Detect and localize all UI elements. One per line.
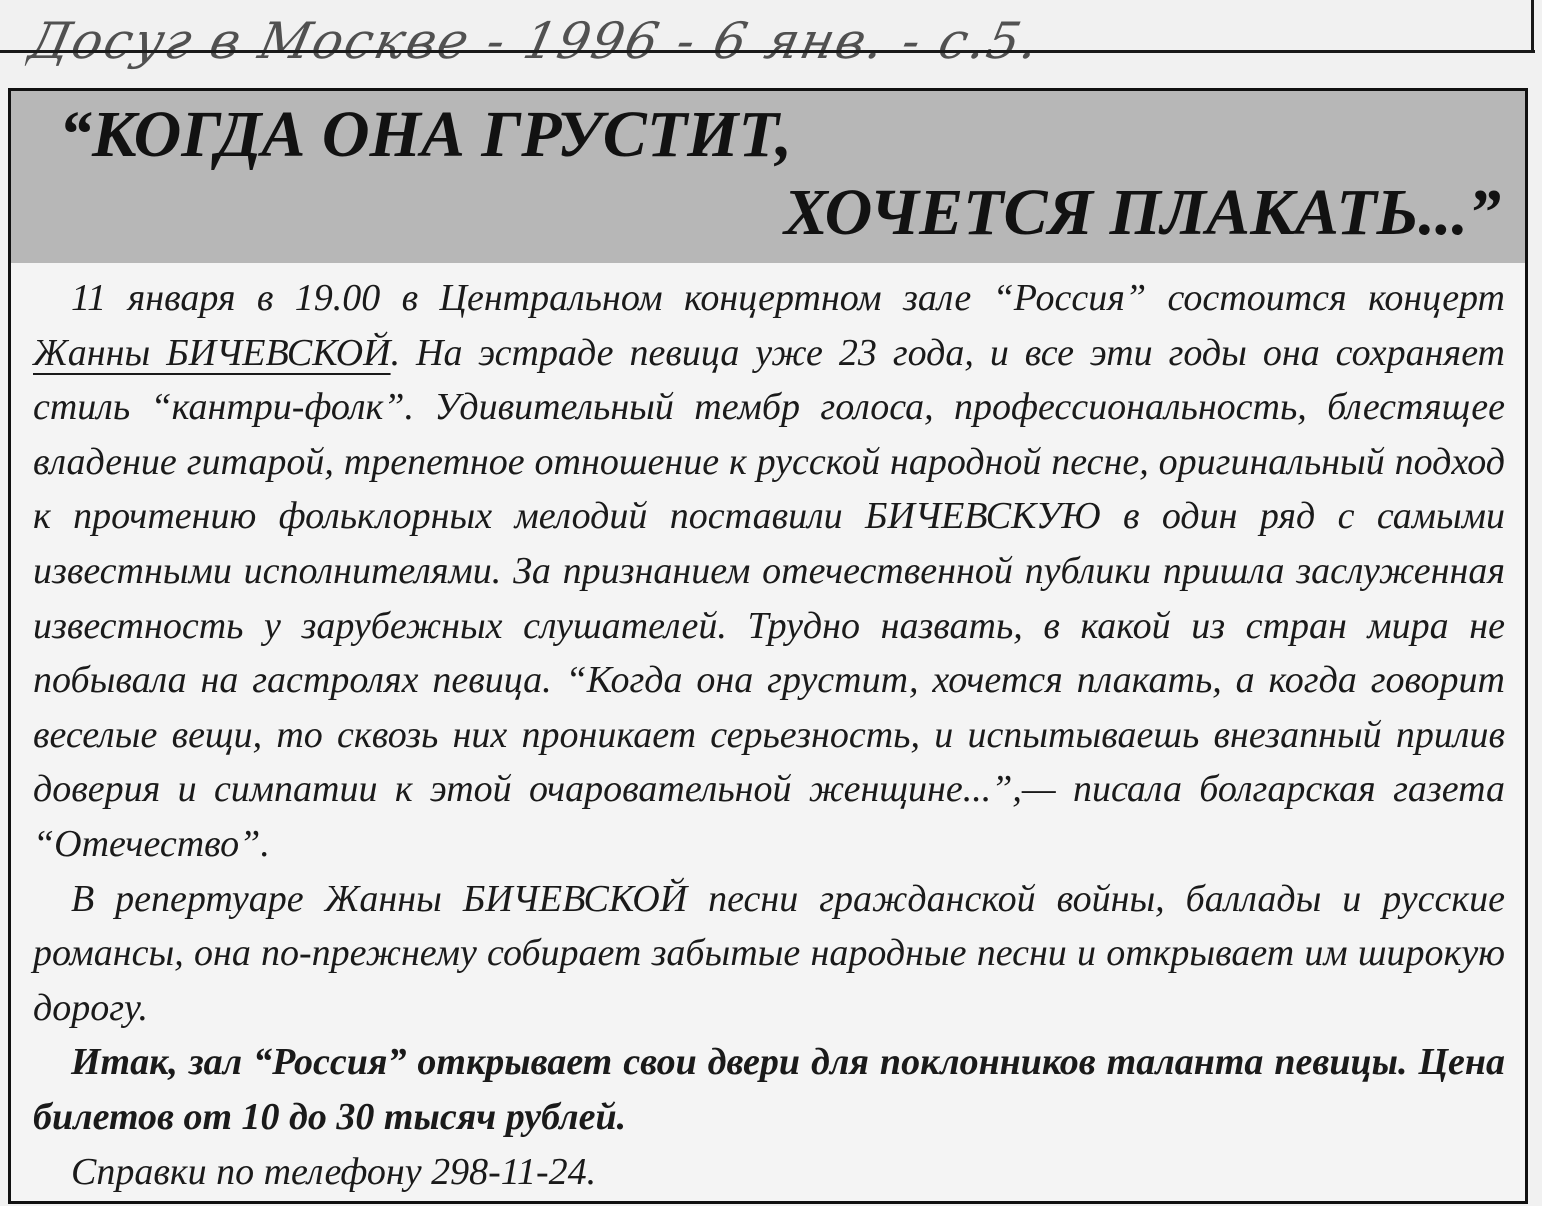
paragraph-1 — [33, 271, 1505, 872]
paragraph-3-bold: Итак, зал “Россия” открывает свои двери для поклонников таланта певицы. Цена билетов от 10 до 30 тысяч рублей. — [33, 1041, 1505, 1138]
paragraph-1-rest: . На эстраде певица уже 23 года, и все эти годы она сохраняет стиль “кантри-фолк”. Удивительный тембр голоса, профессиональность, блестящее владение гитарой, трепетное отношение к русской народной песне, оригинальный подход к прочтению фольклорных мелодий поставили БИЧЕВСКУЮ в один ряд с самыми известными исполнителями. За признанием отечественной публики пришла заслуженная известность у зарубежных слушателей. Трудно назвать, в какой из стран мира не побывала на гастролях певица. “Когда она грустит, хочется плакать, а когда говорит веселые вещи, то сквозь них проникает серьезность, и испытываешь внезапный прилив доверия и симпатии к этой очаровательной женщине...”,— писала болгарская газета “Отечество”. — [33, 331, 1505, 865]
article-box — [8, 88, 1528, 1204]
headline-band — [11, 91, 1525, 263]
article-body — [33, 271, 1505, 1199]
handwritten-annotation: Досуг в Москве - 1996 - 6 янв. - с.5. — [23, 12, 1046, 70]
headline-line-1: “КОГДА ОНА ГРУСТИТ, — [59, 98, 792, 171]
top-rule-line — [0, 50, 1535, 53]
paragraph-4-phone: Справки по телефону 298-11-24. — [71, 1150, 597, 1193]
right-rule-line — [1531, 0, 1534, 52]
paragraph-2: В репертуаре Жанны БИЧЕВСКОЙ песни гражданской войны, баллады и русские романсы, она по-прежнему собирает забытые народные песни и открывает им широкую дорогу. — [33, 877, 1505, 1029]
paragraph-1-start: 11 января в 19.00 в Центральном концертном зале “Россия” состоится концерт — [71, 277, 1505, 319]
headline-line-2: ХОЧЕТСЯ ПЛАКАТЬ...” — [783, 176, 1501, 249]
singer-name: Жанны БИЧЕВСКОЙ — [33, 331, 391, 374]
